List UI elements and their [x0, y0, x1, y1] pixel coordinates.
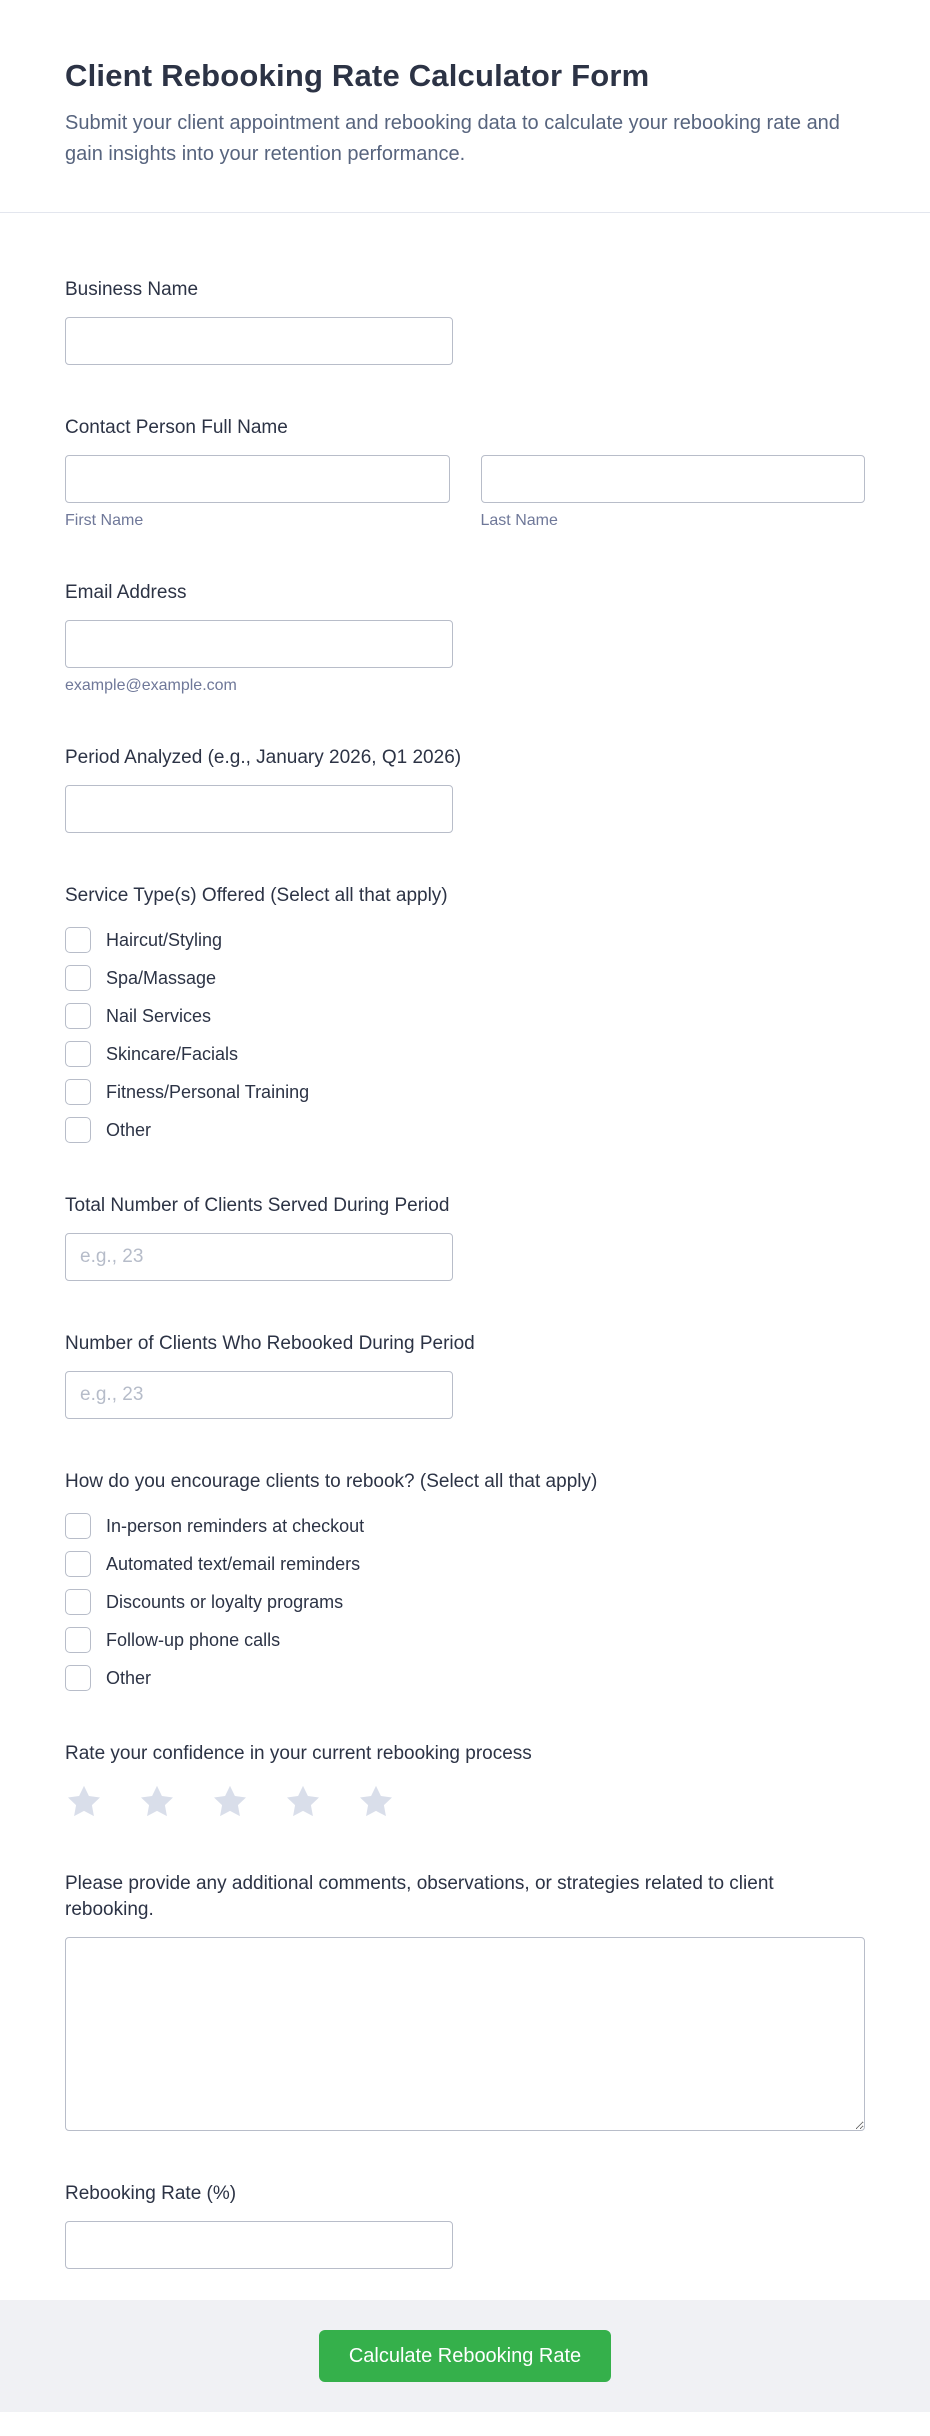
checkbox-option-label: Discounts or loyalty programs: [106, 1592, 344, 1612]
field-rebooked-clients: [65, 1331, 865, 1419]
service-types-label: Service Type(s) Offered (Select all that apply): [65, 885, 448, 906]
form-title: Client Rebooking Rate Calculator Form: [65, 58, 650, 93]
checkbox-option-label: In-person reminders at checkout: [106, 1516, 365, 1536]
checkbox-option-spa-massage[interactable]: [65, 965, 865, 991]
last-name-sublabel: Last Name: [480, 512, 558, 529]
business-name-label: Business Name: [65, 279, 199, 300]
form-subtitle: Submit your client appointment and rebooking data to calculate your rebooking rate and gain insights into your retention performance.: [65, 112, 840, 165]
checkbox-icon[interactable]: [65, 1117, 91, 1143]
last-name-input[interactable]: [481, 455, 866, 503]
checkbox-option-label: Spa/Massage: [106, 968, 217, 988]
encourage-methods-group: [65, 1513, 865, 1691]
checkbox-option-fitness-training[interactable]: [65, 1079, 865, 1105]
email-label: Email Address: [65, 582, 187, 603]
first-name-sublabel: First Name: [65, 512, 144, 529]
star-icon-5[interactable]: [357, 1783, 395, 1821]
star-icon-2[interactable]: [138, 1783, 176, 1821]
star-icon-3[interactable]: [211, 1783, 249, 1821]
field-rebooking-rate: [65, 2181, 865, 2269]
rebooked-clients-label: Number of Clients Who Rebooked During Period: [65, 1333, 475, 1354]
checkbox-option-automated-reminders[interactable]: [65, 1551, 865, 1577]
rebooking-rate-label: Rebooking Rate (%): [65, 2183, 237, 2204]
checkbox-icon[interactable]: [65, 1079, 91, 1105]
email-sublabel: example@example.com: [65, 677, 237, 694]
checkbox-icon[interactable]: [65, 1665, 91, 1691]
rebooked-clients-input[interactable]: [65, 1371, 453, 1419]
checkbox-icon[interactable]: [65, 1513, 91, 1539]
total-clients-label: Total Number of Clients Served During Period: [65, 1195, 450, 1216]
field-email: [65, 580, 865, 695]
form-header: [0, 0, 930, 212]
checkbox-icon[interactable]: [65, 1003, 91, 1029]
calculate-rebooking-rate-button[interactable]: Calculate Rebooking Rate: [319, 2330, 611, 2382]
contact-name-row: [65, 455, 865, 530]
checkbox-option-discounts-loyalty[interactable]: [65, 1589, 865, 1615]
first-name-col: [65, 455, 450, 530]
checkbox-icon[interactable]: [65, 927, 91, 953]
business-name-input[interactable]: [65, 317, 453, 365]
checkbox-option-in-person-reminders[interactable]: [65, 1513, 865, 1539]
checkbox-option-label: Automated text/email reminders: [106, 1554, 361, 1574]
form-footer: [0, 2300, 930, 2412]
field-business-name: [65, 277, 865, 365]
star-rating: [65, 1783, 865, 1821]
period-analyzed-label: Period Analyzed (e.g., January 2026, Q1 2026): [65, 747, 462, 768]
comments-label: Please provide any additional comments, observations, or strategies related to client rebooking.: [65, 1873, 774, 1920]
checkbox-icon[interactable]: [65, 965, 91, 991]
contact-name-label: Contact Person Full Name: [65, 417, 288, 438]
checkbox-icon[interactable]: [65, 1041, 91, 1067]
checkbox-option-nail-services[interactable]: [65, 1003, 865, 1029]
checkbox-icon[interactable]: [65, 1627, 91, 1653]
field-confidence-rating: [65, 1741, 865, 1821]
checkbox-option-label: Other: [106, 1120, 152, 1140]
field-comments: [65, 1871, 865, 2131]
checkbox-option-label: Nail Services: [106, 1006, 212, 1026]
comments-textarea[interactable]: [65, 1937, 865, 2131]
checkbox-option-label: Haircut/Styling: [106, 930, 223, 950]
first-name-input[interactable]: [65, 455, 450, 503]
rebooking-rate-input[interactable]: [65, 2221, 453, 2269]
email-input[interactable]: [65, 620, 453, 668]
checkbox-option-service-other[interactable]: [65, 1117, 865, 1143]
star-icon-4[interactable]: [284, 1783, 322, 1821]
checkbox-option-haircut-styling[interactable]: [65, 927, 865, 953]
service-types-group: [65, 927, 865, 1143]
checkbox-option-follow-up-calls[interactable]: [65, 1627, 865, 1653]
encourage-methods-label: How do you encourage clients to rebook? (Select all that apply): [65, 1471, 598, 1492]
field-period-analyzed: [65, 745, 865, 833]
checkbox-option-label: Fitness/Personal Training: [106, 1082, 310, 1102]
field-total-clients: [65, 1193, 865, 1281]
checkbox-option-encourage-other[interactable]: [65, 1665, 865, 1691]
checkbox-option-label: Follow-up phone calls: [106, 1630, 281, 1650]
star-icon-1[interactable]: [65, 1783, 103, 1821]
checkbox-option-skincare-facials[interactable]: [65, 1041, 865, 1067]
checkbox-option-label: Other: [106, 1668, 152, 1688]
field-encourage-methods: [65, 1469, 865, 1691]
confidence-rating-label: Rate your confidence in your current rebooking process: [65, 1743, 532, 1764]
bottom-strip: [0, 2412, 930, 2436]
form-body: [0, 213, 930, 2299]
field-contact-name: [65, 415, 865, 530]
period-analyzed-input[interactable]: [65, 785, 453, 833]
field-service-types: [65, 883, 865, 1143]
checkbox-icon[interactable]: [65, 1551, 91, 1577]
total-clients-input[interactable]: [65, 1233, 453, 1281]
checkbox-icon[interactable]: [65, 1589, 91, 1615]
checkbox-option-label: Skincare/Facials: [106, 1044, 239, 1064]
last-name-col: [481, 455, 866, 530]
